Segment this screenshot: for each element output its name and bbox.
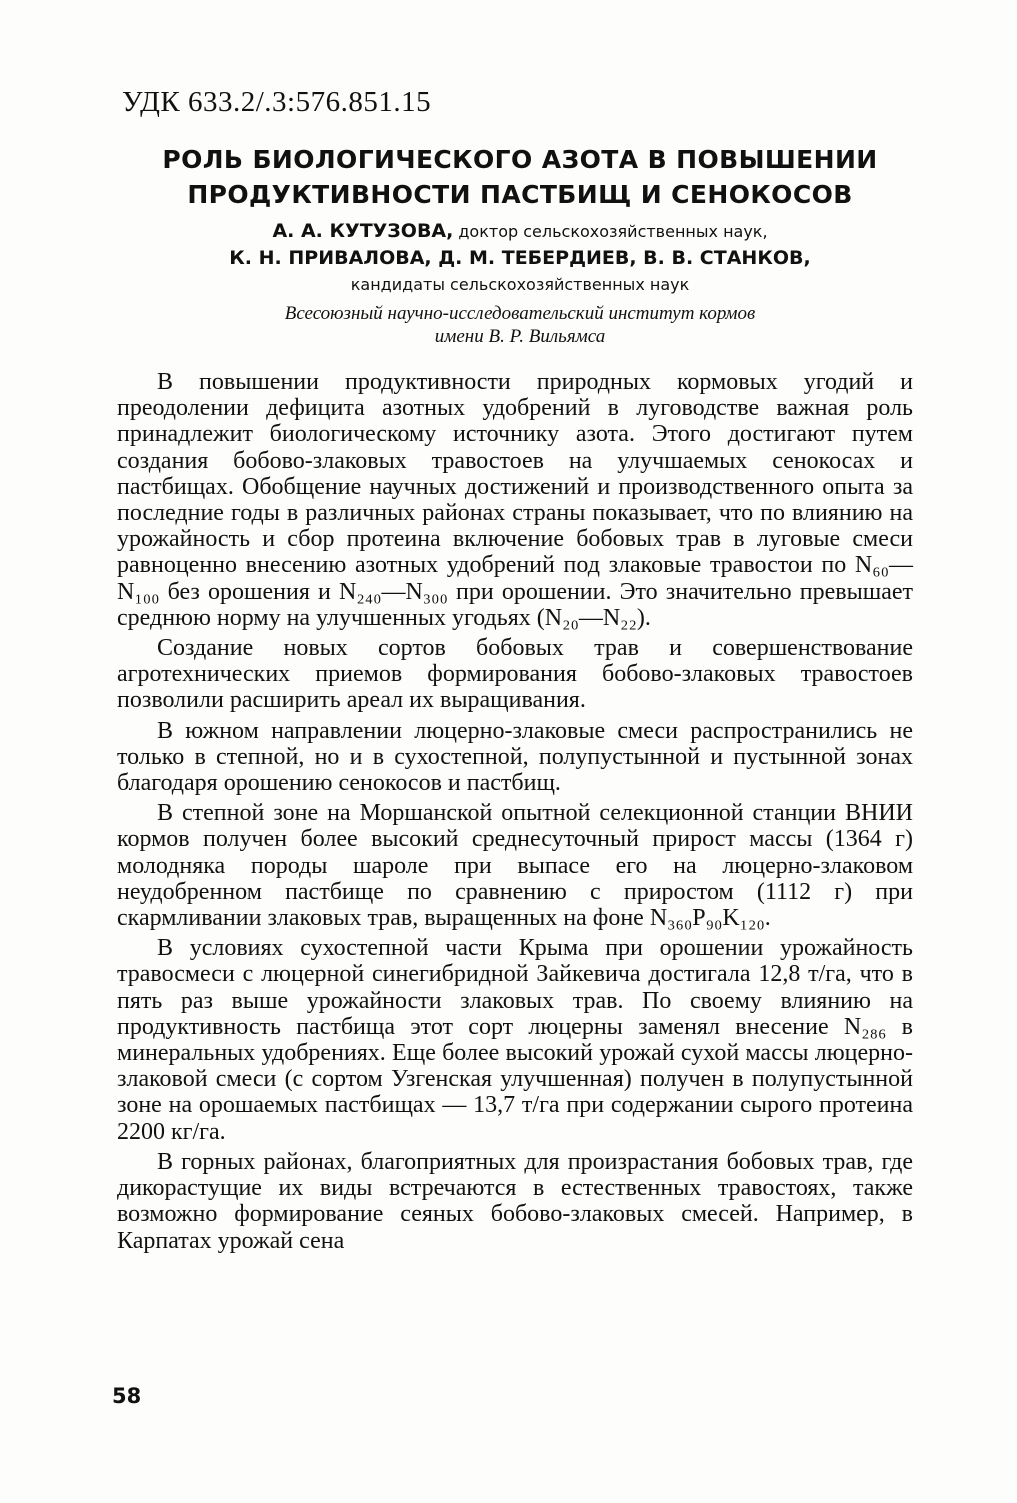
body-paragraph: В горных районах, благоприятных для произрастания бобовых трав, где дикорастущие их виды встречаются в естественных травостоях, также возможно формирование сеяных бобово-злаковых смесей. Например, в Карпатах урожай сена [117, 1148, 913, 1254]
author-line [120, 271, 920, 298]
author-names: К. Н. ПРИВАЛОВА, Д. М. ТЕБЕРДИЕВ, В. В. СТАНКОВ, [229, 247, 811, 269]
title-line: ПРОДУКТИВНОСТИ ПАСТБИЩ И СЕНОКОСОВ [187, 180, 853, 209]
body-paragraph: В южном направлении люцерно-злаковые смеси распространились не только в степной, но и в сухостепной, полупустынной и пустынной зонах благодаря орошению сенокосов и пастбищ. [117, 717, 913, 797]
body-paragraph: В условиях сухостепной части Крыма при орошении урожайность травосмеси с люцерной синегибридной Зайкевича достигала 12,8 т/га, что в пять раз выше урожайности злаковых трав. По своему влиянию на продуктивность пастбища этот сорт люцерны заменял внесение N₂₈₆ в минеральных удобрениях. Еще более высокий урожай сухой массы люцерно-злаковой смеси (с сортом Узгенская улучшенная) получен в полупустынной зоне на орошаемых пастбищах — 13,7 т/га при содержании сырого протеина 2200 кг/га. [117, 935, 913, 1145]
institute-line: Всесоюзный научно-исследовательский институт кормов [284, 303, 756, 324]
udk-code: УДК 633.2/.3:576.851.15 [122, 86, 432, 118]
author-line [120, 245, 920, 271]
author-name: А. А. КУТУЗОВА, [272, 220, 454, 242]
article-title [120, 142, 920, 212]
author-degree: кандидаты сельскохозяйственных наук [350, 275, 690, 294]
author-degree: доктор сельскохозяйственных наук, [458, 222, 768, 241]
page-number: 58 [112, 1384, 142, 1408]
author-block [120, 218, 920, 298]
institute-affiliation [120, 302, 920, 348]
body-paragraph: В повышении продуктивности природных кормовых угодий и преодолении дефицита азотных удобрений в луговодстве важная роль принадлежит биологическому источнику азота. Этого достигают путем создания бобово-злаковых травостоев на улучшаемых сенокосах и пастбищах. Обобщение научных достижений и производственного опыта за последние годы в различных районах страны показывает, что по влиянию на урожайность и сбор протеина включение бобовых трав в луговые смеси равноценно внесению азотных удобрений под злаковые травостои по N₆₀—N₁₀₀ без орошения и N₂₄₀—N₃₀₀ при орошении. Это значительно превышает среднюю норму на улучшенных угодьях (N₂₀—N₂₂). [117, 369, 913, 631]
body-paragraph: В степной зоне на Моршанской опытной селекционной станции ВНИИ кормов получен более высокий среднесуточный прирост массы (1364 г) молодняка породы шароле при выпасе его на люцерно-злаковом неудобренном пастбище по сравнению с приростом (1112 г) при скармливании злаковых трав, выращенных на фоне N₃₆₀P₉₀K₁₂₀. [117, 800, 913, 932]
body-paragraph: Создание новых сортов бобовых трав и совершенствование агротехнических приемов формирования бобово-злаковых травостоев позволили расширить ареал их выращивания. [117, 635, 913, 714]
title-line: РОЛЬ БИОЛОГИЧЕСКОГО АЗОТА В ПОВЫШЕНИИ [162, 145, 878, 174]
article-body [117, 369, 913, 1258]
author-line [120, 218, 920, 245]
institute-line: имени В. Р. Вильямса [434, 326, 606, 347]
